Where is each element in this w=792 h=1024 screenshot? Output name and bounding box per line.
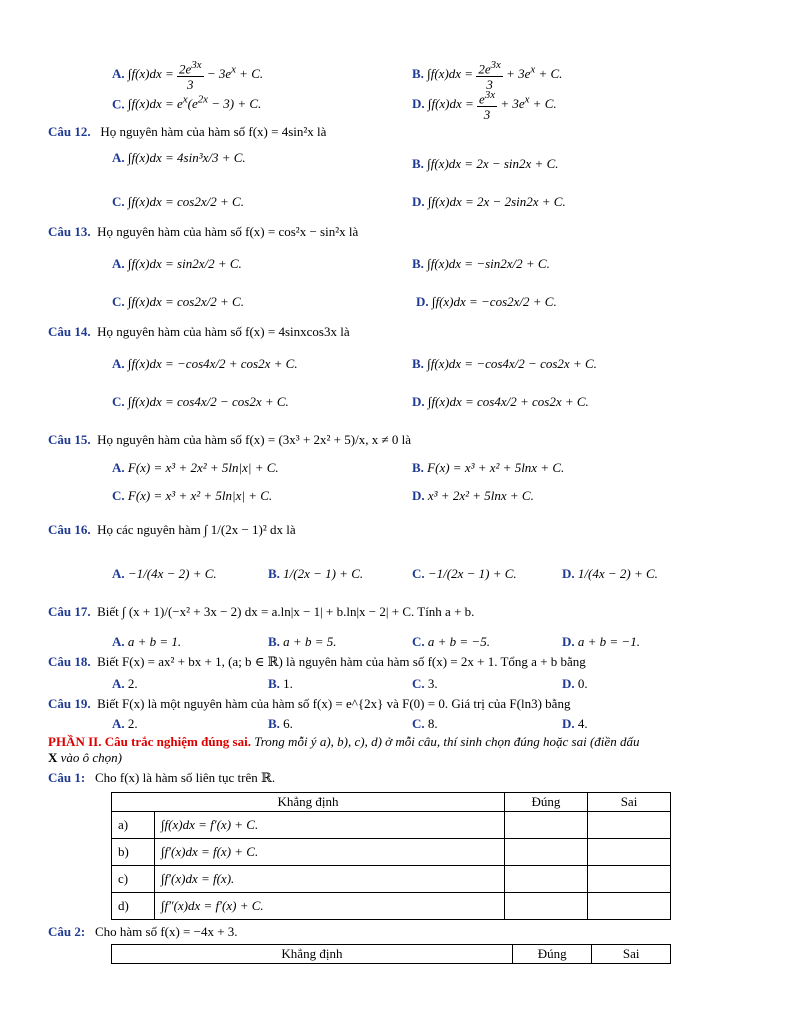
table-row: a) ∫f(x)dx = f′(x) + C. xyxy=(112,812,671,839)
question-13: Câu 13. Họ nguyên hàm của hàm số f(x) = cos²x − sin²x là xyxy=(48,224,359,239)
q14-option-c[interactable]: C. ∫f(x)dx = cos4x/2 − cos2x + C. xyxy=(112,394,289,409)
q14-option-b[interactable]: B. ∫f(x)dx = −cos4x/2 − cos2x + C. xyxy=(412,356,597,371)
q18-option-a[interactable]: A. 2. xyxy=(112,676,138,691)
q11-option-c[interactable]: C. $\int f(x)dx = e^x(e^{2x} - 3) + C$. xyxy=(112,94,262,112)
q12-option-a[interactable]: A. ∫f(x)dx = 4sin³x/3 + C. xyxy=(112,150,246,165)
table-row: c) ∫f′(x)dx = f(x). xyxy=(112,866,671,893)
answer-cell-false[interactable] xyxy=(588,839,671,866)
answer-cell-false[interactable] xyxy=(588,866,671,893)
q19-option-c[interactable]: C. 8. xyxy=(412,716,438,731)
question-19: Câu 19. Biết F(x) là một nguyên hàm của hàm số f(x) = e^{2x} và F(0) = 0. Giá trị của F(ln3) bằng xyxy=(48,696,571,711)
col-true: Đúng xyxy=(505,793,588,812)
q14-option-d[interactable]: D. ∫f(x)dx = cos4x/2 + cos2x + C. xyxy=(412,394,589,409)
answer-cell-true[interactable] xyxy=(505,866,588,893)
q17-option-b[interactable]: B. a + b = 5. xyxy=(268,634,337,649)
answer-cell-false[interactable] xyxy=(588,893,671,920)
question-17: Câu 17. Biết ∫ (x + 1)/(−x² + 3x − 2) dx = a.ln|x − 1| + b.ln|x − 2| + C. Tính a + b. xyxy=(48,604,475,619)
q15-option-b[interactable]: B. F(x) = x³ + x² + 5lnx + C. xyxy=(412,460,565,475)
part2-question-2: Câu 2: Cho hàm số f(x) = −4x + 3. xyxy=(48,924,238,939)
q11-option-b[interactable]: B. ∫f(x)dx = $\frac{2e^{3x}}{3}$ + $3e^x + C$. xyxy=(412,59,563,93)
q18-option-d[interactable]: D. 0. xyxy=(562,676,588,691)
part2-heading: PHẦN II. Câu trắc nghiệm đúng sai. Trong mỗi ý a), b), c), d) ở mỗi câu, thí sinh chọn đúng hoặc sai (điền dấu xyxy=(48,734,640,749)
q19-option-d[interactable]: D. 4. xyxy=(562,716,588,731)
q15-option-a[interactable]: A. F(x) = x³ + 2x² + 5ln|x| + C. xyxy=(112,460,279,475)
q11-option-d[interactable]: D. ∫f(x)dx = $\frac{e^{3x}}{3}$ + $3e^x + C$. xyxy=(412,89,557,123)
question-12: Câu 12. Họ nguyên hàm của hàm số f(x) = 4sin²x là xyxy=(48,124,327,139)
q18-option-c[interactable]: C. 3. xyxy=(412,676,438,691)
question-15: Câu 15. Họ nguyên hàm của hàm số f(x) = (3x³ + 2x² + 5)/x, x ≠ 0 là xyxy=(48,432,411,447)
truefalse-table-2: Khẳng định Đúng Sai xyxy=(111,944,671,964)
q15-option-d[interactable]: D. x³ + 2x² + 5lnx + C. xyxy=(412,488,534,503)
part2-instruction-cont: X vào ô chọn) xyxy=(48,750,123,765)
table-row: d) ∫f″(x)dx = f′(x) + C. xyxy=(112,893,671,920)
truefalse-table-1 xyxy=(111,792,671,920)
q13-option-d[interactable]: D. ∫f(x)dx = −cos2x/2 + C. xyxy=(416,294,557,309)
answer-cell-true[interactable] xyxy=(505,812,588,839)
q12-option-d[interactable]: D. ∫f(x)dx = 2x − 2sin2x + C. xyxy=(412,194,566,209)
col-statement: Khẳng định xyxy=(112,793,505,812)
question-16: Câu 16. Họ các nguyên hàm ∫ 1/(2x − 1)² dx là xyxy=(48,522,296,537)
part2-question-1: Câu 1: Cho f(x) là hàm số liên tục trên ℝ. xyxy=(48,770,276,785)
q16-option-a[interactable]: A. −1/(4x − 2) + C. xyxy=(112,566,217,581)
q16-option-b[interactable]: B. 1/(2x − 1) + C. xyxy=(268,566,364,581)
q16-option-d[interactable]: D. 1/(4x − 2) + C. xyxy=(562,566,658,581)
q19-option-a[interactable]: A. 2. xyxy=(112,716,138,731)
q13-option-a[interactable]: A. ∫f(x)dx = sin2x/2 + C. xyxy=(112,256,242,271)
q13-option-b[interactable]: B. ∫f(x)dx = −sin2x/2 + C. xyxy=(412,256,550,271)
answer-cell-true[interactable] xyxy=(505,839,588,866)
q17-option-d[interactable]: D. a + b = −1. xyxy=(562,634,640,649)
question-18: Câu 18. Biết F(x) = ax² + bx + 1, (a; b ∈ ℝ) là nguyên hàm của hàm số f(x) = 2x + 1. Tổng a + b bằng xyxy=(48,654,586,669)
q17-option-c[interactable]: C. a + b = −5. xyxy=(412,634,490,649)
q12-option-c[interactable]: C. ∫f(x)dx = cos2x/2 + C. xyxy=(112,194,244,209)
question-14: Câu 14. Họ nguyên hàm của hàm số f(x) = 4sinxcos3x là xyxy=(48,324,350,339)
table-row: b) ∫f′(x)dx = f(x) + C. xyxy=(112,839,671,866)
q13-option-c[interactable]: C. ∫f(x)dx = cos2x/2 + C. xyxy=(112,294,244,309)
answer-cell-false[interactable] xyxy=(588,812,671,839)
q19-option-b[interactable]: B. 6. xyxy=(268,716,293,731)
q18-option-b[interactable]: B. 1. xyxy=(268,676,293,691)
q14-option-a[interactable]: A. ∫f(x)dx = −cos4x/2 + cos2x + C. xyxy=(112,356,298,371)
q17-option-a[interactable]: A. a + b = 1. xyxy=(112,634,182,649)
col-false: Sai xyxy=(588,793,671,812)
q16-option-c[interactable]: C. −1/(2x − 1) + C. xyxy=(412,566,517,581)
q15-option-c[interactable]: C. F(x) = x³ + x² + 5ln|x| + C. xyxy=(112,488,273,503)
answer-cell-true[interactable] xyxy=(505,893,588,920)
q11-option-a[interactable]: A. ∫f(x)dx = $\frac{2e^{3x}}{3}$ − $3e^x + C$. xyxy=(112,59,264,93)
q12-option-b[interactable]: B. ∫f(x)dx = 2x − sin2x + C. xyxy=(412,156,559,171)
